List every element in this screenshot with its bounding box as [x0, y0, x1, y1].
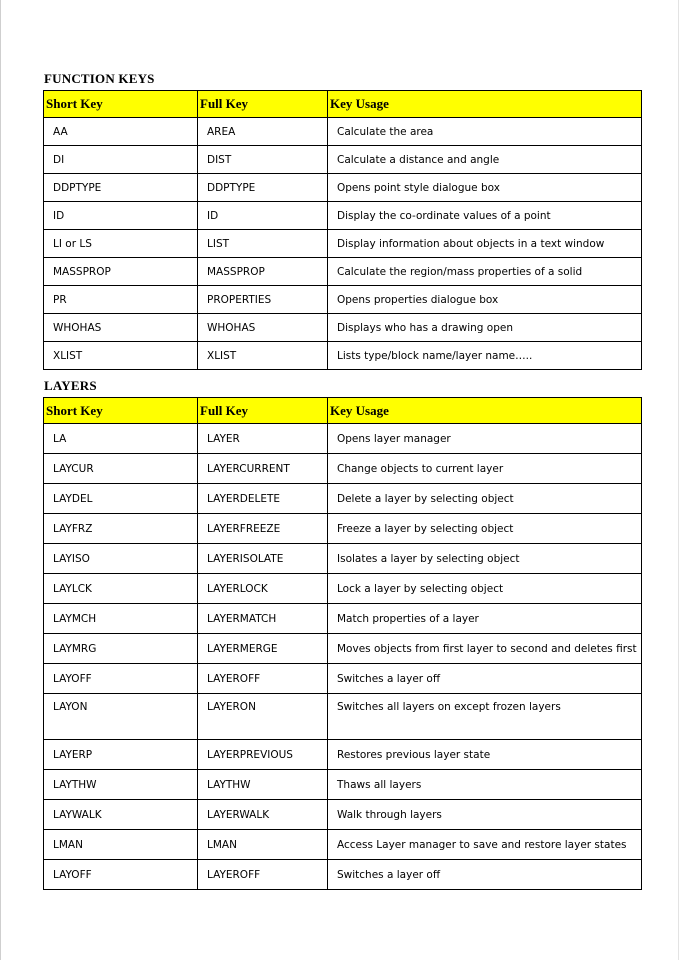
full-key-cell: DIST [198, 146, 328, 174]
table-row [44, 454, 642, 484]
table-row [44, 860, 642, 890]
full-key-cell: WHOHAS [198, 314, 328, 342]
table-row [44, 800, 642, 830]
full-key-cell: LAYERMATCH [198, 604, 328, 634]
layers-table [43, 397, 642, 890]
key-usage-cell: Match properties of a layer [328, 604, 642, 634]
full-key-cell: LAYERON [198, 694, 328, 740]
key-usage-cell: Calculate the region/mass properties of a solid [328, 258, 642, 286]
column-header-short-key: Short Key [44, 398, 198, 424]
full-key-cell: LAYERCURRENT [198, 454, 328, 484]
table-row [44, 424, 642, 454]
table-row [44, 202, 642, 230]
full-key-cell: LAYERDELETE [198, 484, 328, 514]
key-usage-cell: Calculate the area [328, 118, 642, 146]
key-usage-cell: Switches a layer off [328, 860, 642, 890]
key-usage-cell: Moves objects from first layer to second and deletes first [328, 634, 642, 664]
short-key-cell: WHOHAS [44, 314, 198, 342]
key-usage-cell: Restores previous layer state [328, 740, 642, 770]
full-key-cell: LAYERWALK [198, 800, 328, 830]
key-usage-cell: Delete a layer by selecting object [328, 484, 642, 514]
full-key-cell: AREA [198, 118, 328, 146]
key-usage-cell: Access Layer manager to save and restore layer states [328, 830, 642, 860]
key-usage-cell: Switches all layers on except frozen layers [328, 694, 642, 740]
short-key-cell: LA [44, 424, 198, 454]
key-usage-cell: Change objects to current layer [328, 454, 642, 484]
table-row [44, 230, 642, 258]
column-header-short-key: Short Key [44, 91, 198, 118]
key-usage-cell: Lock a layer by selecting object [328, 574, 642, 604]
full-key-cell: LAYERPREVIOUS [198, 740, 328, 770]
short-key-cell: LAYDEL [44, 484, 198, 514]
key-usage-cell: Switches a layer off [328, 664, 642, 694]
table-row [44, 694, 642, 740]
full-key-cell: LAYEROFF [198, 860, 328, 890]
short-key-cell: LAYCUR [44, 454, 198, 484]
table-row [44, 740, 642, 770]
full-key-cell: LAYERMERGE [198, 634, 328, 664]
table-row [44, 342, 642, 370]
short-key-cell: LAYWALK [44, 800, 198, 830]
column-header-key-usage: Key Usage [328, 91, 642, 118]
table-row [44, 634, 642, 664]
short-key-cell: LAYMRG [44, 634, 198, 664]
table-row [44, 544, 642, 574]
short-key-cell: LAYLCK [44, 574, 198, 604]
full-key-cell: PROPERTIES [198, 286, 328, 314]
table-row [44, 174, 642, 202]
table-row [44, 314, 642, 342]
short-key-cell: LI or LS [44, 230, 198, 258]
short-key-cell: XLIST [44, 342, 198, 370]
full-key-cell: LAYERISOLATE [198, 544, 328, 574]
table-row [44, 770, 642, 800]
table-row [44, 118, 642, 146]
table-row [44, 286, 642, 314]
section-title-layers: LAYERS [44, 378, 97, 393]
short-key-cell: LAYOFF [44, 664, 198, 694]
key-usage-cell: Opens properties dialogue box [328, 286, 642, 314]
short-key-cell: AA [44, 118, 198, 146]
short-key-cell: PR [44, 286, 198, 314]
key-usage-cell: Display information about objects in a text window [328, 230, 642, 258]
short-key-cell: LAYMCH [44, 604, 198, 634]
short-key-cell: DI [44, 146, 198, 174]
table-row [44, 258, 642, 286]
full-key-cell: ID [198, 202, 328, 230]
table-row [44, 574, 642, 604]
key-usage-cell: Displays who has a drawing open [328, 314, 642, 342]
table-row [44, 664, 642, 694]
function-keys-table [43, 90, 642, 370]
key-usage-cell: Thaws all layers [328, 770, 642, 800]
key-usage-cell: Calculate a distance and angle [328, 146, 642, 174]
table-header-row [44, 398, 642, 424]
table-row [44, 830, 642, 860]
short-key-cell: LAYTHW [44, 770, 198, 800]
short-key-cell: MASSPROP [44, 258, 198, 286]
full-key-cell: LAYTHW [198, 770, 328, 800]
full-key-cell: DDPTYPE [198, 174, 328, 202]
full-key-cell: LAYER [198, 424, 328, 454]
page-edge [0, 0, 1, 960]
short-key-cell: LMAN [44, 830, 198, 860]
short-key-cell: LAYISO [44, 544, 198, 574]
section-title-function-keys: FUNCTION KEYS [44, 71, 155, 86]
full-key-cell: LAYEROFF [198, 664, 328, 694]
short-key-cell: DDPTYPE [44, 174, 198, 202]
key-usage-cell: Opens point style dialogue box [328, 174, 642, 202]
table-row [44, 484, 642, 514]
column-header-full-key: Full Key [198, 398, 328, 424]
short-key-cell: LAYFRZ [44, 514, 198, 544]
full-key-cell: LAYERLOCK [198, 574, 328, 604]
short-key-cell: LAYOFF [44, 860, 198, 890]
key-usage-cell: Display the co-ordinate values of a point [328, 202, 642, 230]
full-key-cell: XLIST [198, 342, 328, 370]
table-header-row [44, 91, 642, 118]
key-usage-cell: Walk through layers [328, 800, 642, 830]
column-header-full-key: Full Key [198, 91, 328, 118]
key-usage-cell: Lists type/block name/layer name….. [328, 342, 642, 370]
full-key-cell: LMAN [198, 830, 328, 860]
key-usage-cell: Opens layer manager [328, 424, 642, 454]
column-header-key-usage: Key Usage [328, 398, 642, 424]
key-usage-cell: Isolates a layer by selecting object [328, 544, 642, 574]
short-key-cell: LAYERP [44, 740, 198, 770]
table-row [44, 514, 642, 544]
key-usage-cell: Freeze a layer by selecting object [328, 514, 642, 544]
full-key-cell: LIST [198, 230, 328, 258]
full-key-cell: MASSPROP [198, 258, 328, 286]
full-key-cell: LAYERFREEZE [198, 514, 328, 544]
table-row [44, 146, 642, 174]
table-row [44, 604, 642, 634]
short-key-cell: ID [44, 202, 198, 230]
short-key-cell: LAYON [44, 694, 198, 740]
